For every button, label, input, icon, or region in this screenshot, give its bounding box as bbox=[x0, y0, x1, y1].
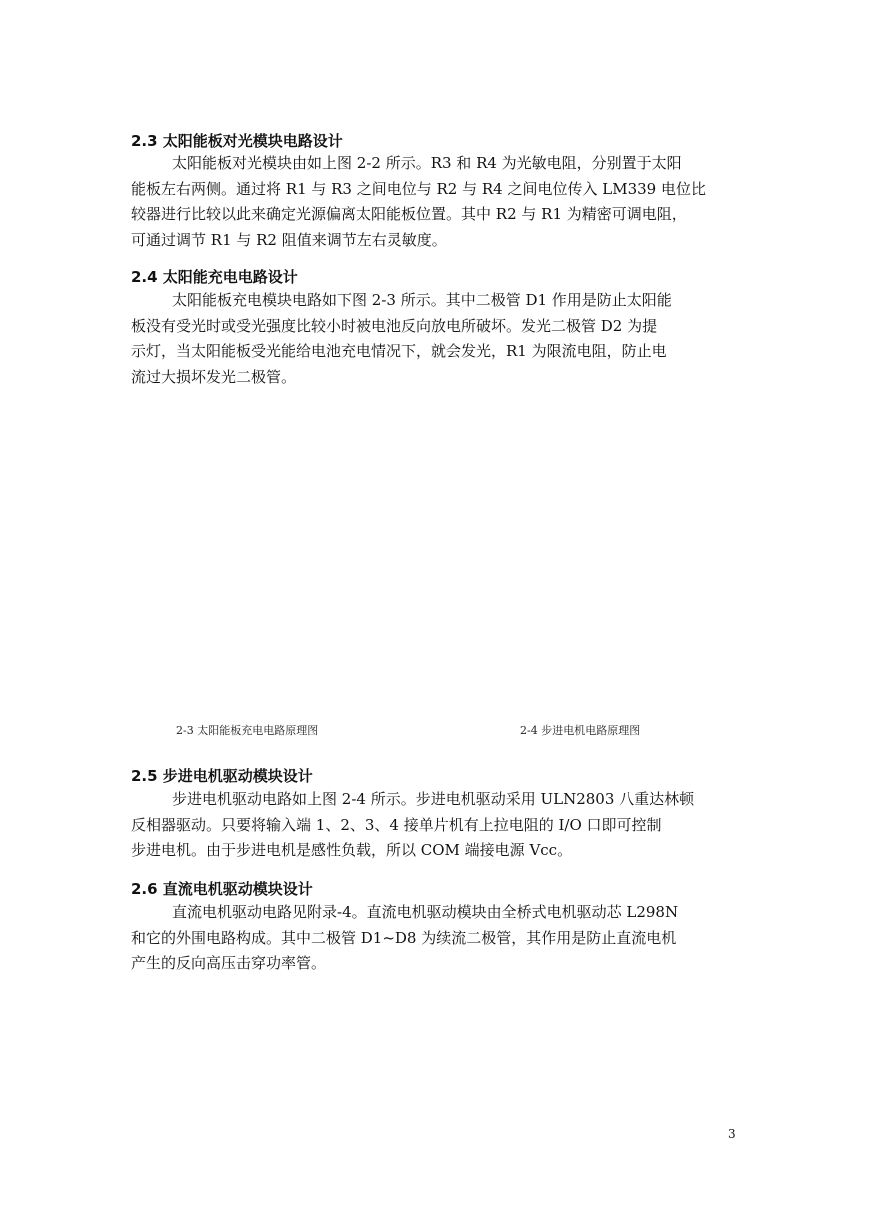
text-line: 直流电机驱动电路见附录-4。直流电机驱动模块由全桥式电机驱动芯 L298N bbox=[172, 903, 679, 921]
section-body-2-3 bbox=[131, 151, 741, 253]
section-body-2-6 bbox=[131, 900, 741, 977]
text-line: 较器进行比较以此来确定光源偏离太阳能板位置。其中 R2 与 R1 为精密可调电阻， bbox=[131, 205, 687, 223]
figure-caption-2-4: 2-4 步进电机电路原理图 bbox=[520, 724, 641, 737]
text-line: 流过大损坏发光二极管。 bbox=[131, 367, 297, 386]
section-body-2-5 bbox=[131, 787, 741, 864]
text-line: 步进电机驱动电路如上图 2-4 所示。步进电机驱动采用 ULN2803 八重达林顿 bbox=[172, 790, 695, 808]
figure-area bbox=[131, 390, 741, 710]
text-line: 能板左右两侧。通过将 R1 与 R3 之间电位与 R2 与 R4 之间电位传入 LM339 电位比 bbox=[131, 179, 706, 198]
figure-caption-2-3: 2-3 太阳能板充电电路原理图 bbox=[176, 724, 319, 737]
section-heading-2-3: 2.3 太阳能板对光模块电路设计 bbox=[131, 132, 343, 150]
text-line: 示灯，当太阳能板受光能给电池充电情况下，就会发光，R1 为限流电阻，防止电 bbox=[131, 342, 667, 360]
section-heading-2-5: 2.5 步进电机驱动模块设计 bbox=[131, 767, 313, 785]
text-line: 可通过调节 R1 与 R2 阻值来调节左右灵敏度。 bbox=[131, 230, 447, 249]
text-line: 步进电机。由于步进电机是感性负载，所以 COM 端接电源 Vcc。 bbox=[131, 841, 573, 859]
text-line: 太阳能板充电模块电路如下图 2-3 所示。其中二极管 D1 作用是防止太阳能 bbox=[172, 291, 672, 309]
text-line: 产生的反向高压击穿功率管。 bbox=[131, 954, 327, 972]
text-line: 和它的外围电路构成。其中二极管 D1~D8 为续流二极管，其作用是防止直流电机 bbox=[131, 928, 677, 947]
page-number: 3 bbox=[728, 1127, 736, 1141]
section-body-2-4 bbox=[131, 288, 741, 390]
section-heading-2-4: 2.4 太阳能充电电路设计 bbox=[131, 268, 298, 286]
text-line: 太阳能板对光模块由如上图 2-2 所示。R3 和 R4 为光敏电阻，分别置于太阳 bbox=[172, 154, 682, 172]
text-line: 反相器驱动。只要将输入端 1、2、3、4 接单片机有上拉电阻的 I/O 口即可控制 bbox=[131, 815, 662, 834]
text-line: 板没有受光时或受光强度比较小时被电池反向放电所破坏。发光二极管 D2 为提 bbox=[131, 316, 658, 335]
section-heading-2-6: 2.6 直流电机驱动模块设计 bbox=[131, 880, 313, 898]
